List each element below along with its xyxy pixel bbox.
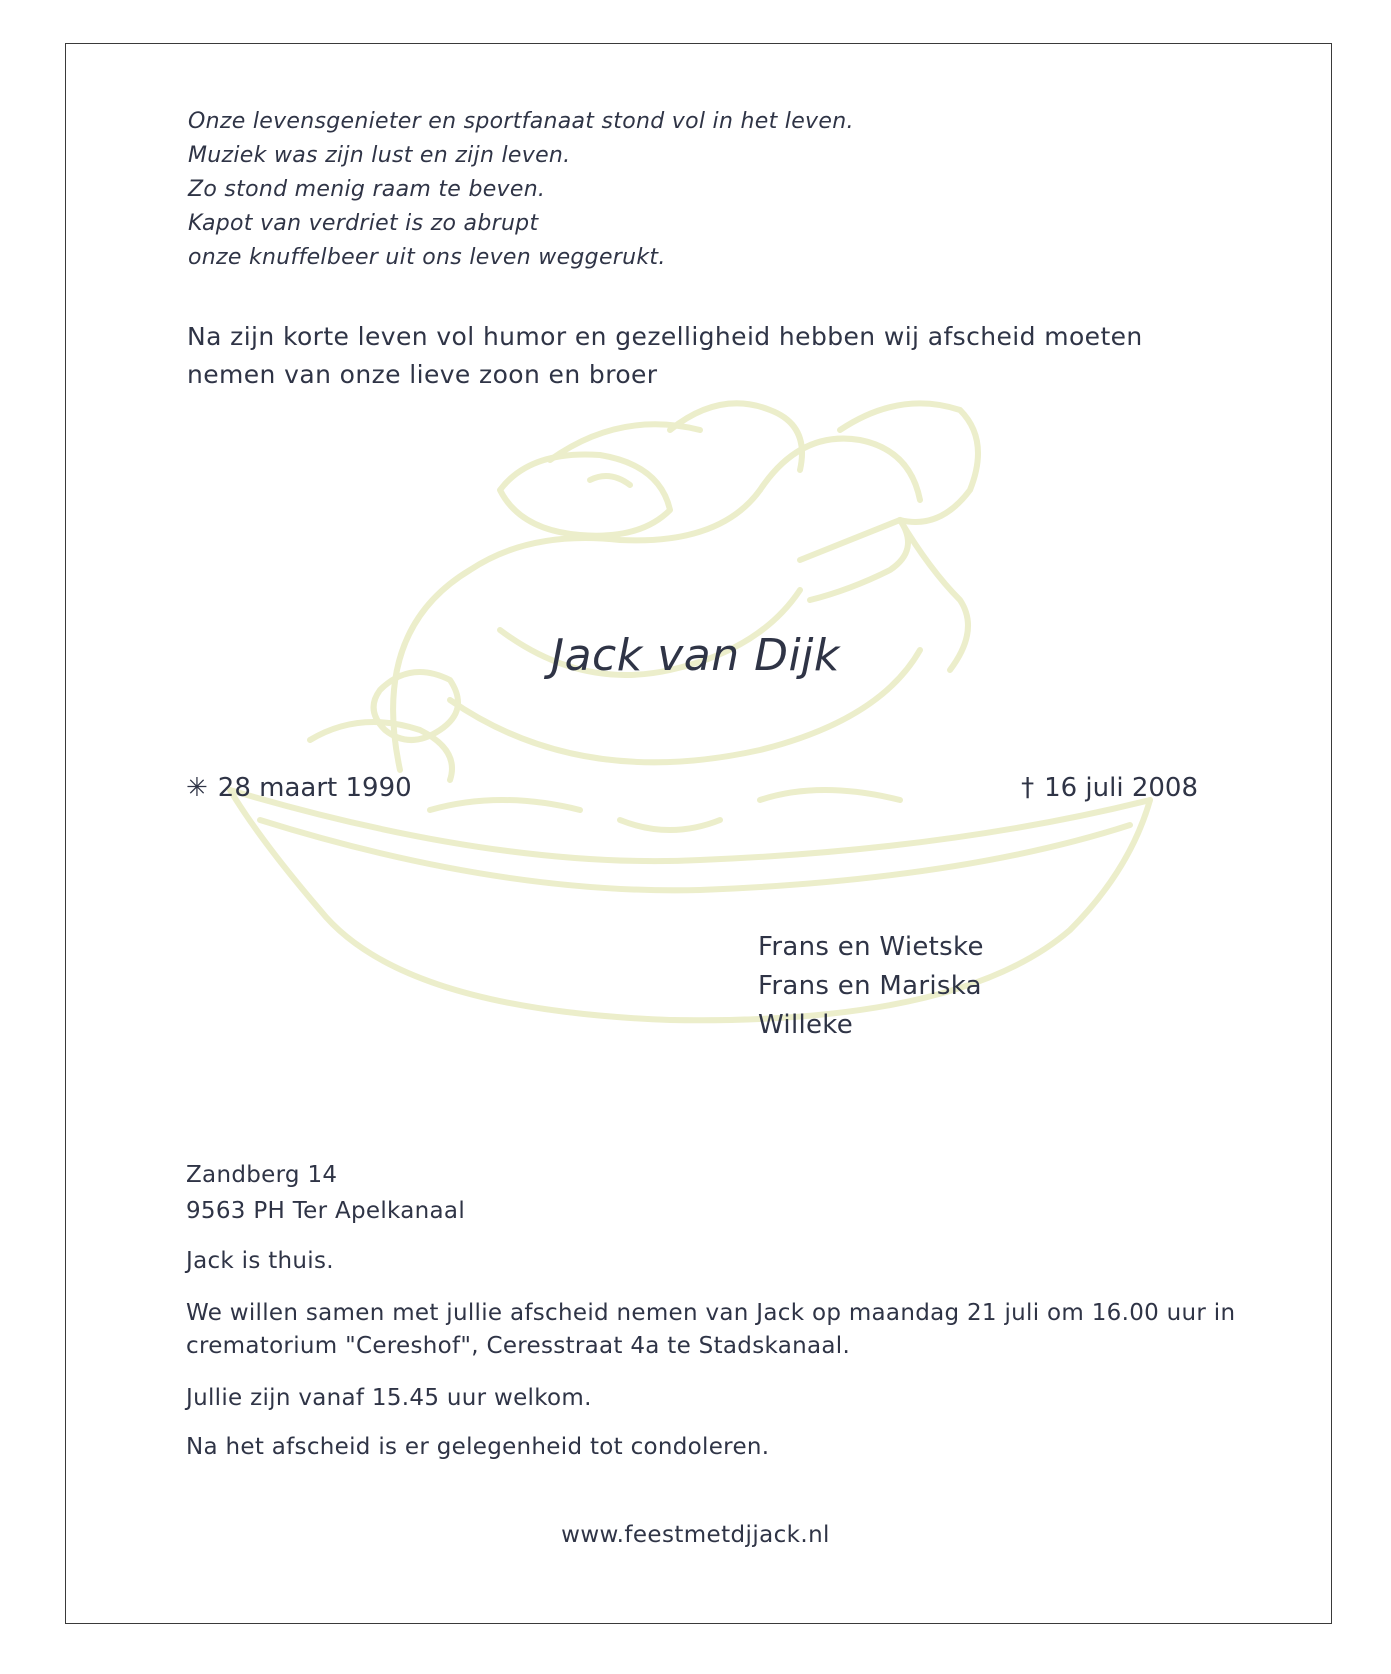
intro-line: nemen van onze lieve zoon en broer xyxy=(187,360,658,389)
paragraph-condolences: Na het afscheid is er gelegenheid tot condoleren. xyxy=(186,1434,770,1460)
intro-line: Na zijn korte leven vol humor en gezelligheid hebben wij afscheid moeten xyxy=(187,322,1143,351)
website-link[interactable]: www.feestmetdjjack.nl xyxy=(561,1522,830,1548)
paragraph-welcome: Jullie zijn vanaf 15.45 uur welkom. xyxy=(186,1385,592,1411)
address-street: Zandberg 14 xyxy=(186,1162,338,1188)
intro-text xyxy=(187,318,1143,394)
birth-star-icon: ✳ xyxy=(186,773,208,803)
poem-line: onze knuffelbeer uit ons leven weggerukt. xyxy=(188,245,666,270)
family-member: Willeke xyxy=(758,1010,854,1040)
death-cross-icon: † xyxy=(1021,773,1035,803)
paragraph-home: Jack is thuis. xyxy=(186,1248,334,1274)
death-date xyxy=(1021,773,1198,803)
paragraph-farewell-line1: We willen samen met jullie afscheid nemen van Jack op maandag 21 juli om 16.00 uur in xyxy=(186,1300,1236,1326)
poem-line: Zo stond menig raam te beven. xyxy=(188,177,546,202)
family-list xyxy=(758,928,984,1045)
death-date-text: 16 juli 2008 xyxy=(1044,773,1198,803)
address-city: 9563 PH Ter Apelkanaal xyxy=(186,1198,466,1224)
birth-date xyxy=(186,773,412,803)
family-member: Frans en Mariska xyxy=(758,971,982,1001)
family-member: Frans en Wietske xyxy=(758,932,984,962)
poem-line: Onze levensgenieter en sportfanaat stond vol in het leven. xyxy=(188,109,854,134)
poem-line: Muziek was zijn lust en zijn leven. xyxy=(188,143,571,168)
birth-date-text: 28 maart 1990 xyxy=(217,773,412,803)
paragraph-farewell-line2: crematorium "Cereshof", Ceresstraat 4a te Stadskanaal. xyxy=(186,1333,851,1359)
deceased-name: Jack van Dijk xyxy=(551,630,840,681)
poem-line: Kapot van verdriet is zo abrupt xyxy=(188,211,539,236)
address xyxy=(186,1157,465,1229)
poem xyxy=(188,105,854,275)
